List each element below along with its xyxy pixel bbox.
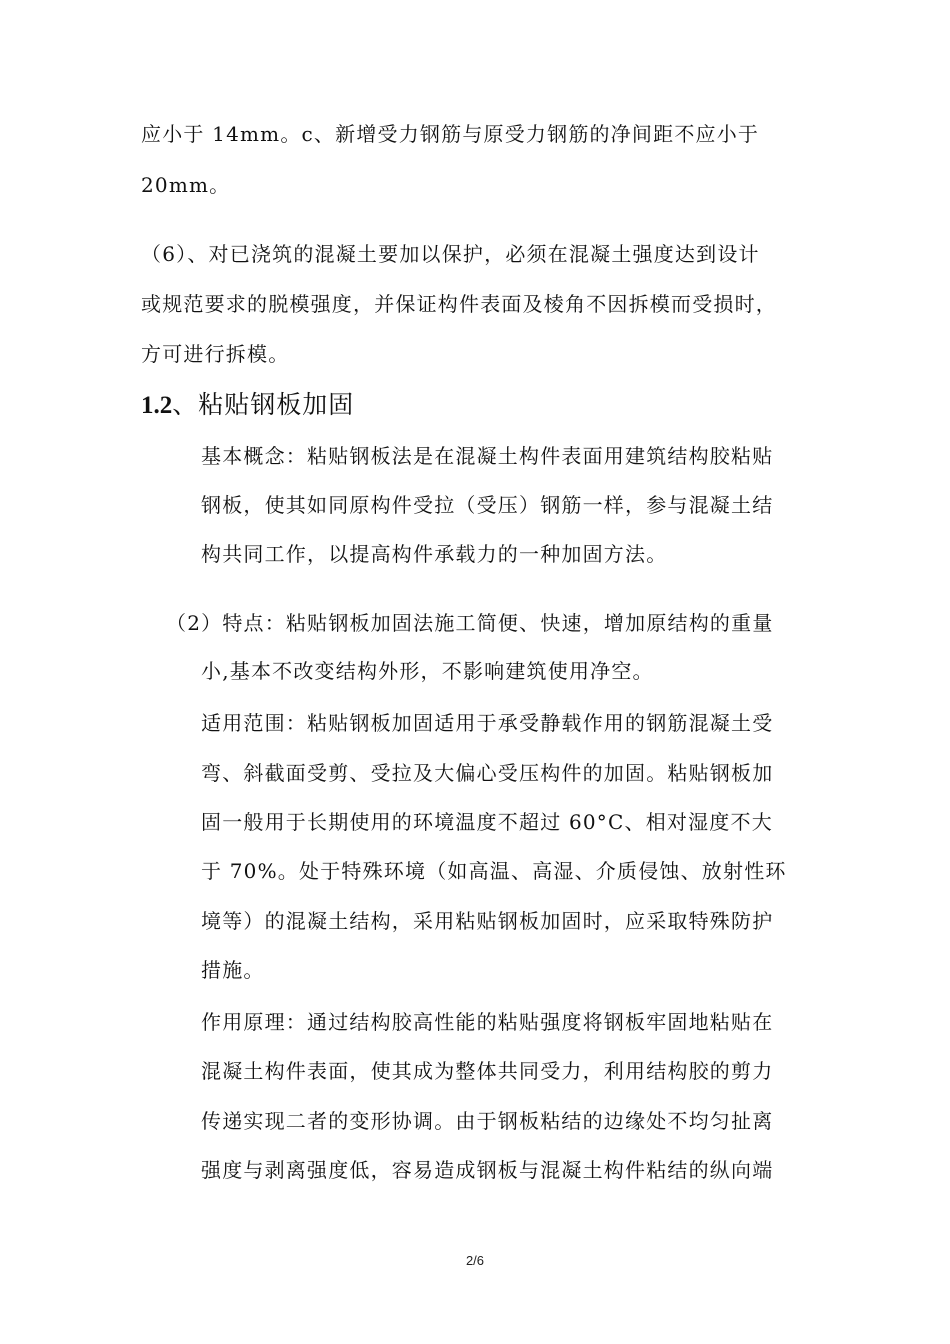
- section-number: 1.2: [141, 392, 173, 419]
- text-line: 构共同工作，以提高构件承载力的一种加固方法。: [201, 542, 668, 566]
- text-line: 混凝土构件表面，使其成为整体共同受力，利用结构胶的剪力: [201, 1059, 774, 1083]
- text-line: 强度与剥离强度低，容易造成钢板与混凝土构件粘结的纵向端: [201, 1158, 774, 1182]
- text-line: 应小于 14mm。c、新增受力钢筋与原受力钢筋的净间距不应小于: [141, 122, 760, 146]
- text-line: 方可进行拆模。: [141, 342, 290, 366]
- text-line: 固一般用于长期使用的环境温度不超过 60°C、相对湿度不大: [201, 810, 773, 834]
- page-number: 2/6: [465, 1253, 485, 1268]
- text-line: 作用原理：通过结构胶高性能的粘贴强度将钢板牢固地粘贴在: [201, 1010, 774, 1034]
- text-line: 20mm。: [141, 173, 231, 197]
- text-line: 弯、斜截面受剪、受拉及大偏心受压构件的加固。粘贴钢板加: [201, 761, 774, 785]
- text-line: 小,基本不改变结构外形，不影响建筑使用净空。: [201, 659, 654, 683]
- text-line: 于 70%。处于特殊环境（如高温、高湿、介质侵蚀、放射性环: [201, 859, 787, 883]
- text-line: 或规范要求的脱模强度，并保证构件表面及棱角不因拆模而受损时，: [141, 292, 777, 316]
- text-line: 境等）的混凝土结构，采用粘贴钢板加固时，应采取特殊防护: [201, 909, 774, 933]
- text-line: 基本概念：粘贴钢板法是在混凝土构件表面用建筑结构胶粘贴: [201, 444, 774, 468]
- text-line: 钢板，使其如同原构件受拉（受压）钢筋一样，参与混凝土结: [201, 493, 774, 517]
- text-line: （6）、对已浇筑的混凝土要加以保护，必须在混凝土强度达到设计: [141, 242, 760, 266]
- text-line: 措施。: [201, 958, 265, 982]
- section-title: 、粘贴钢板加固: [172, 390, 355, 419]
- text-line: 适用范围：粘贴钢板加固适用于承受静载作用的钢筋混凝土受: [201, 711, 774, 735]
- text-line: 传递实现二者的变形协调。由于钢板粘结的边缘处不均匀扯离: [201, 1109, 774, 1133]
- text-line: （2）特点：粘贴钢板加固法施工简便、快速，增加原结构的重量: [166, 611, 774, 635]
- section-heading: [141, 392, 354, 418]
